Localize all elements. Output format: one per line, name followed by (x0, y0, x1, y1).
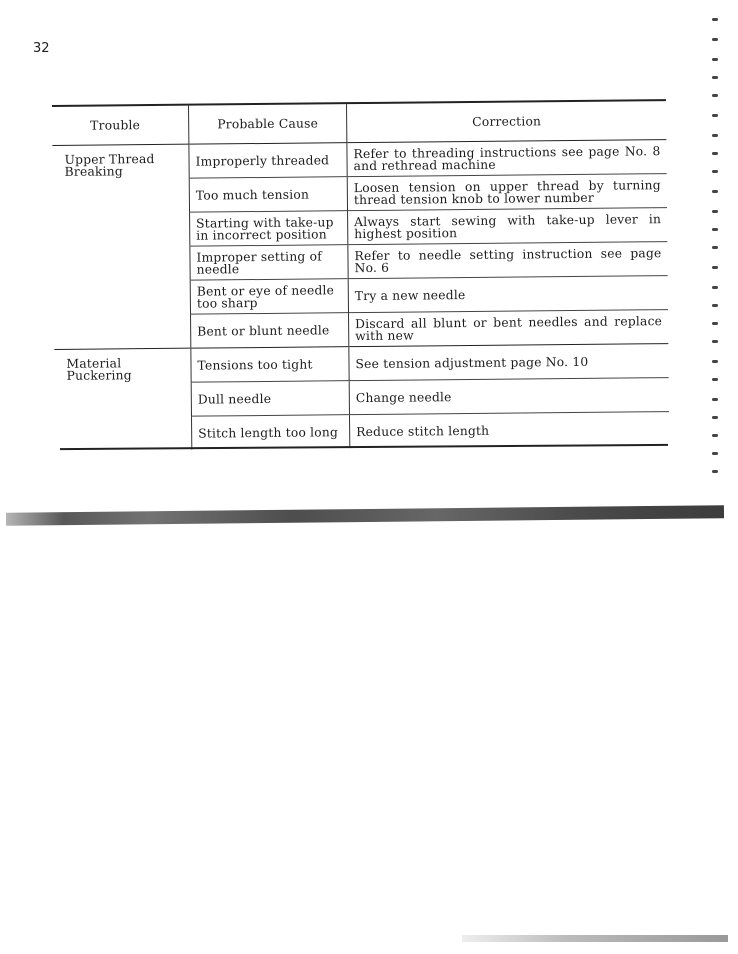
scan-artifact-band (6, 505, 724, 526)
edge-mark (712, 58, 718, 61)
correction-cell: Reduce stitch length (349, 412, 669, 449)
edge-mark (712, 398, 718, 401)
edge-mark (712, 434, 718, 437)
header-probable-cause: Probable Cause (189, 103, 347, 144)
correction-cell: Always start sewing with take-up lever in highest position (348, 208, 668, 245)
cause-cell: Dull needle (191, 381, 349, 417)
header-correction: Correction (346, 100, 666, 143)
troubleshooting-table (52, 99, 669, 451)
edge-mark (712, 228, 718, 231)
edge-mark (712, 170, 718, 173)
cause-cell: Too much tension (189, 177, 347, 213)
cause-cell: Bent or blunt needle (191, 313, 349, 349)
cause-cell: Improperly threaded (189, 143, 347, 179)
correction-cell: Refer to needle setting instruction see page No. 6 (348, 242, 668, 279)
correction-cell: Refer to threading instructions see page No. 8 and rethread machine (347, 140, 667, 177)
edge-mark (712, 452, 718, 455)
correction-cell: Discard all blunt or bent needles and replace with new (349, 310, 669, 347)
cause-cell: Stitch length too long (191, 415, 349, 450)
edge-mark (712, 322, 718, 325)
edge-mark (712, 210, 718, 213)
edge-mark (712, 190, 718, 193)
header-trouble: Trouble (52, 105, 189, 146)
correction-cell: Loosen tension on upper thread by turning thread tension knob to lower number (347, 174, 667, 211)
edge-mark (712, 340, 718, 343)
edge-mark (712, 152, 718, 155)
cause-cell: Improper setting of needle (190, 245, 348, 281)
edge-mark (712, 18, 718, 21)
page-number: 32 (33, 41, 50, 56)
edge-mark (712, 304, 718, 307)
correction-cell: Try a new needle (348, 276, 668, 313)
edge-mark (712, 246, 718, 249)
edge-mark (712, 134, 718, 137)
edge-mark (712, 38, 718, 41)
cause-cell: Tensions too tight (191, 347, 349, 383)
edge-mark (712, 286, 718, 289)
correction-cell: Change needle (349, 378, 669, 415)
cause-cell: Starting with take-up in incorrect position (190, 211, 348, 247)
edge-mark (712, 416, 718, 419)
edge-mark (712, 470, 718, 473)
edge-mark (712, 114, 718, 117)
edge-mark (712, 378, 718, 381)
trouble-upper-thread-breaking: Upper Thread Breaking (52, 144, 190, 349)
scan-artifact-bottom (462, 935, 728, 942)
edge-mark (712, 94, 718, 97)
edge-mark (712, 76, 718, 79)
cause-cell: Bent or eye of needle too sharp (190, 279, 348, 315)
table-header-row (52, 100, 666, 145)
edge-mark (712, 266, 718, 269)
edge-mark (712, 360, 718, 363)
correction-cell: See tension adjustment page No. 10 (349, 344, 669, 381)
binding-edge-marks (708, 14, 728, 494)
trouble-material-puckering: Material Puckering (54, 348, 191, 451)
troubleshooting-table-wrapper (52, 99, 669, 451)
